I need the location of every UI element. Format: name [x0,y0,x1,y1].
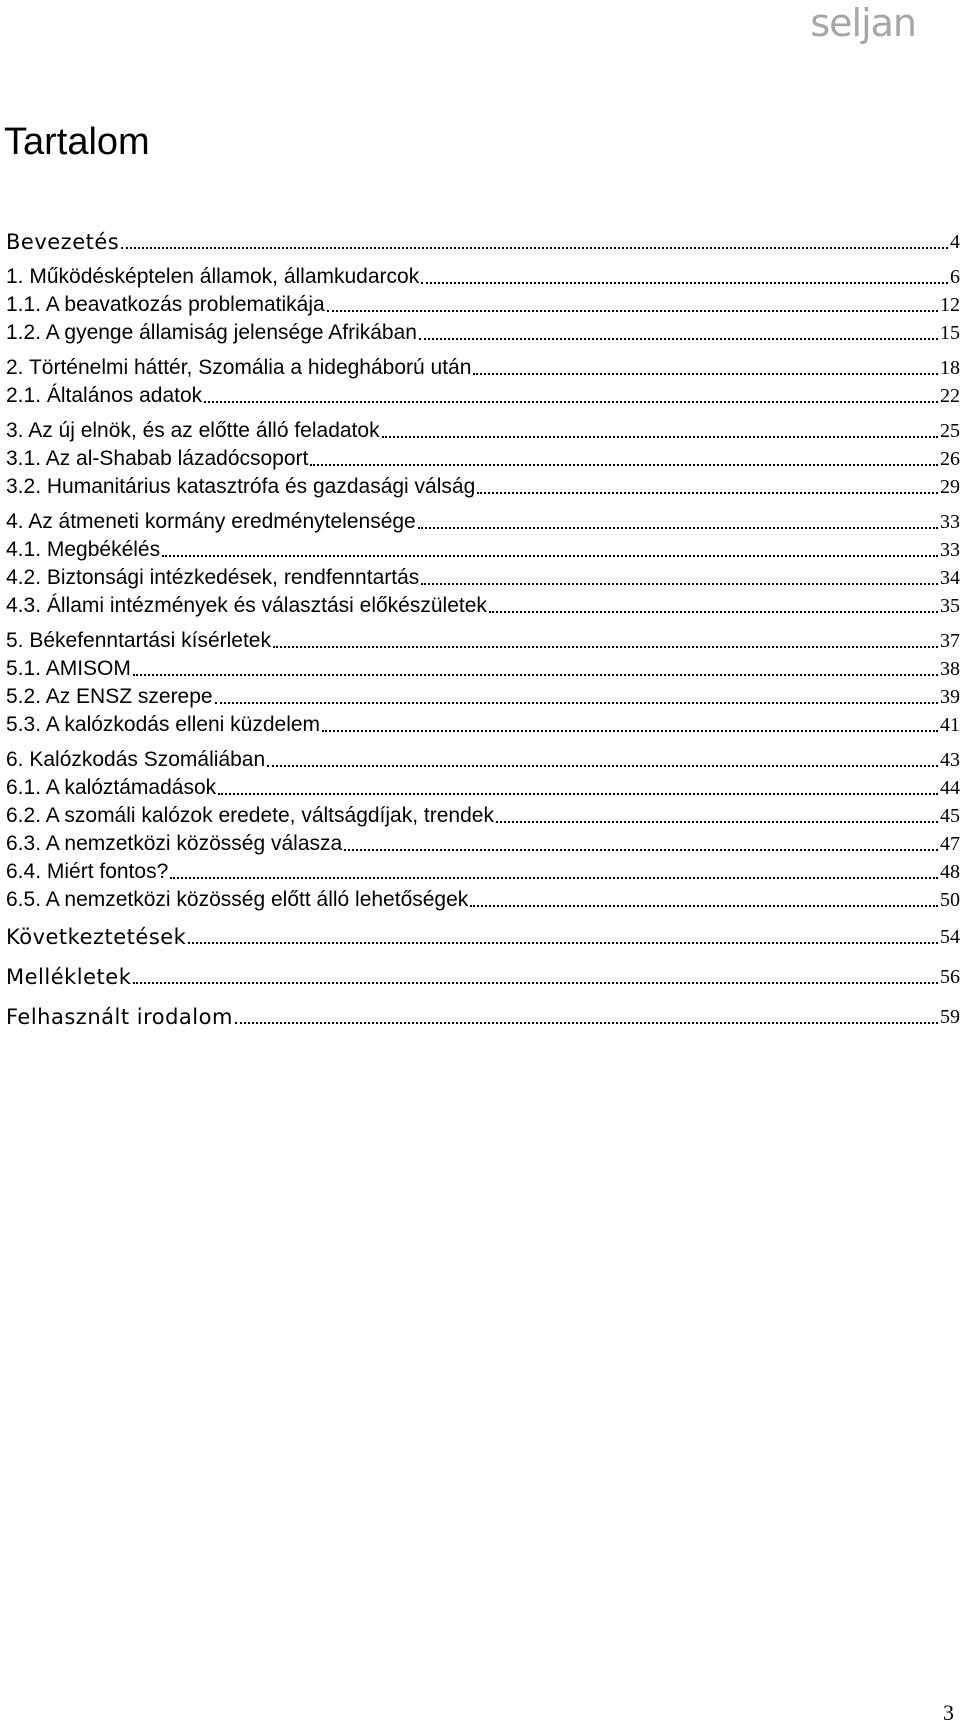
toc-entry-label: 1.1. A beavatkozás problematikája [6,293,325,316]
dot-leader [421,583,938,585]
toc-entry[interactable] [6,418,960,444]
toc-entry-label: Következtetések [6,925,187,949]
toc-entry[interactable] [6,474,960,500]
dot-leader [273,646,938,648]
toc-entry[interactable] [6,537,960,563]
dot-leader [310,464,938,466]
toc-entry-label: 6.3. A nemzetközi közösség válasza [6,832,343,855]
dot-leader [477,492,938,494]
toc-entry-page: 33 [940,539,960,561]
dot-leader [204,401,938,403]
dot-leader [473,373,938,375]
toc-entry-label: 1. Működésképtelen államok, államkudarcok [6,265,420,288]
toc-entry[interactable] [6,320,960,346]
toc-entry-label: 3. Az új elnök, és az előtte álló feladatok [6,419,380,442]
toc-entry-label: 5. Békefenntartási kísérletek [6,629,271,652]
toc-entry-page: 43 [940,749,960,771]
toc-entry-page: 25 [940,420,960,442]
toc-entry[interactable] [6,831,960,857]
dot-leader [133,674,938,676]
toc-entry-page: 54 [940,926,960,948]
toc-entry-page: 6 [950,266,960,288]
toc-entry[interactable] [6,628,960,654]
toc-entry-page: 34 [940,567,960,589]
toc-entry-label: 5.2. Az ENSZ szerepe [6,685,213,708]
toc-entry-label: 3.2. Humanitárius katasztrófa és gazdasági válság [6,475,476,498]
dot-leader [344,849,938,851]
toc-entry-kovetkeztetesek[interactable] [6,924,960,950]
toc-entry[interactable] [6,656,960,682]
toc-entry-label: 6.5. A nemzetközi közösség előtt álló lehetőségek [6,888,469,911]
toc-entry-page: 50 [940,889,960,911]
toc-entry-page: 29 [940,476,960,498]
toc-entry-page: 41 [940,714,960,736]
page-number: 3 [943,1700,954,1725]
toc-entry[interactable] [6,509,960,535]
toc-entry[interactable] [6,264,960,290]
toc-entry[interactable] [6,887,960,913]
dot-leader [215,702,938,704]
toc-entry-page: 44 [940,777,960,799]
toc-entry[interactable] [6,803,960,829]
toc-entry-page: 48 [940,861,960,883]
toc-entry[interactable] [6,383,960,409]
toc-entry-label: 6.2. A szomáli kalózok eredete, váltságdíjak, trendek [6,804,494,827]
dot-leader [235,1022,938,1024]
dot-leader [218,793,938,795]
toc-entry-label: 3.1. Az al-Shabab lázadócsoport [6,447,309,470]
toc-entry-label: 5.3. A kalózkodás elleni küzdelem [6,713,321,736]
toc-entry[interactable] [6,446,960,472]
toc-entry-label: 4. Az átmeneti kormány eredménytelensége [6,510,416,533]
dot-leader [419,338,938,340]
dot-leader [162,555,938,557]
toc-entry-mellekletek[interactable] [6,964,960,990]
seljan-logo: seljan [810,1,916,45]
toc-entry-page: 26 [940,448,960,470]
toc-entry-label: 1.2. A gyenge államiság jelensége Afrikában [6,321,417,344]
toc-entry-page: 15 [940,322,960,344]
page-title: Tartalom [4,121,150,163]
toc-entry[interactable] [6,355,960,381]
toc-entry-label: 6. Kalózkodás Szomáliában [6,748,266,771]
toc-entry-page: 12 [940,294,960,316]
toc-entry-page: 38 [940,658,960,680]
toc-entry[interactable] [6,775,960,801]
toc-entry-label: 4.2. Biztonsági intézkedések, rendfenntartás [6,566,420,589]
toc-entry-page: 37 [940,630,960,652]
toc-entry-label: 2.1. Általános adatok [6,384,203,407]
dot-leader [421,282,948,284]
toc-entry-felhasznalt-irodalom[interactable] [6,1004,960,1030]
toc-entry-page: 18 [940,357,960,379]
toc-entry-page: 45 [940,805,960,827]
toc-entry[interactable] [6,292,960,318]
toc-entry-page: 47 [940,833,960,855]
toc-entry-label: Bevezetés [6,230,120,254]
toc-entry-label: Mellékletek [6,965,132,989]
toc-entry-label: 4.3. Állami intézmények és választási előkészületek [6,594,487,617]
dot-leader [188,942,938,944]
dot-leader [382,436,938,438]
dot-leader [170,877,938,879]
toc-entry-bevezetes[interactable] [6,229,960,255]
dot-leader [496,821,938,823]
toc-entry[interactable] [6,747,960,773]
toc-entry[interactable] [6,565,960,591]
toc-entry[interactable] [6,859,960,885]
dot-leader [327,310,938,312]
dot-leader [322,730,938,732]
toc-entry-page: 22 [940,385,960,407]
toc-entry-page: 33 [940,511,960,533]
toc-entry[interactable] [6,712,960,738]
toc-entry-label: 6.4. Miért fontos? [6,860,169,883]
dot-leader [133,982,938,984]
dot-leader [489,611,938,613]
toc-entry-page: 35 [940,595,960,617]
dot-leader [267,765,938,767]
toc-entry-page: 59 [940,1006,960,1028]
toc-entry-label: 4.1. Megbékélés [6,538,161,561]
toc-entry-page: 39 [940,686,960,708]
toc-entry[interactable] [6,593,960,619]
dot-leader [121,247,948,249]
toc-entry-label: 6.1. A kalóztámadások [6,776,217,799]
dot-leader [470,905,938,907]
toc-entry-label: 5.1. AMISOM [6,657,131,680]
toc-entry-label: Felhasznált irodalom [6,1005,233,1029]
toc-entry[interactable] [6,684,960,710]
toc-entry-label: 2. Történelmi háttér, Szomália a hidegháború után [6,356,472,379]
toc-entry-page: 56 [940,966,960,988]
toc-entry-page: 4 [950,231,960,253]
dot-leader [418,527,938,529]
